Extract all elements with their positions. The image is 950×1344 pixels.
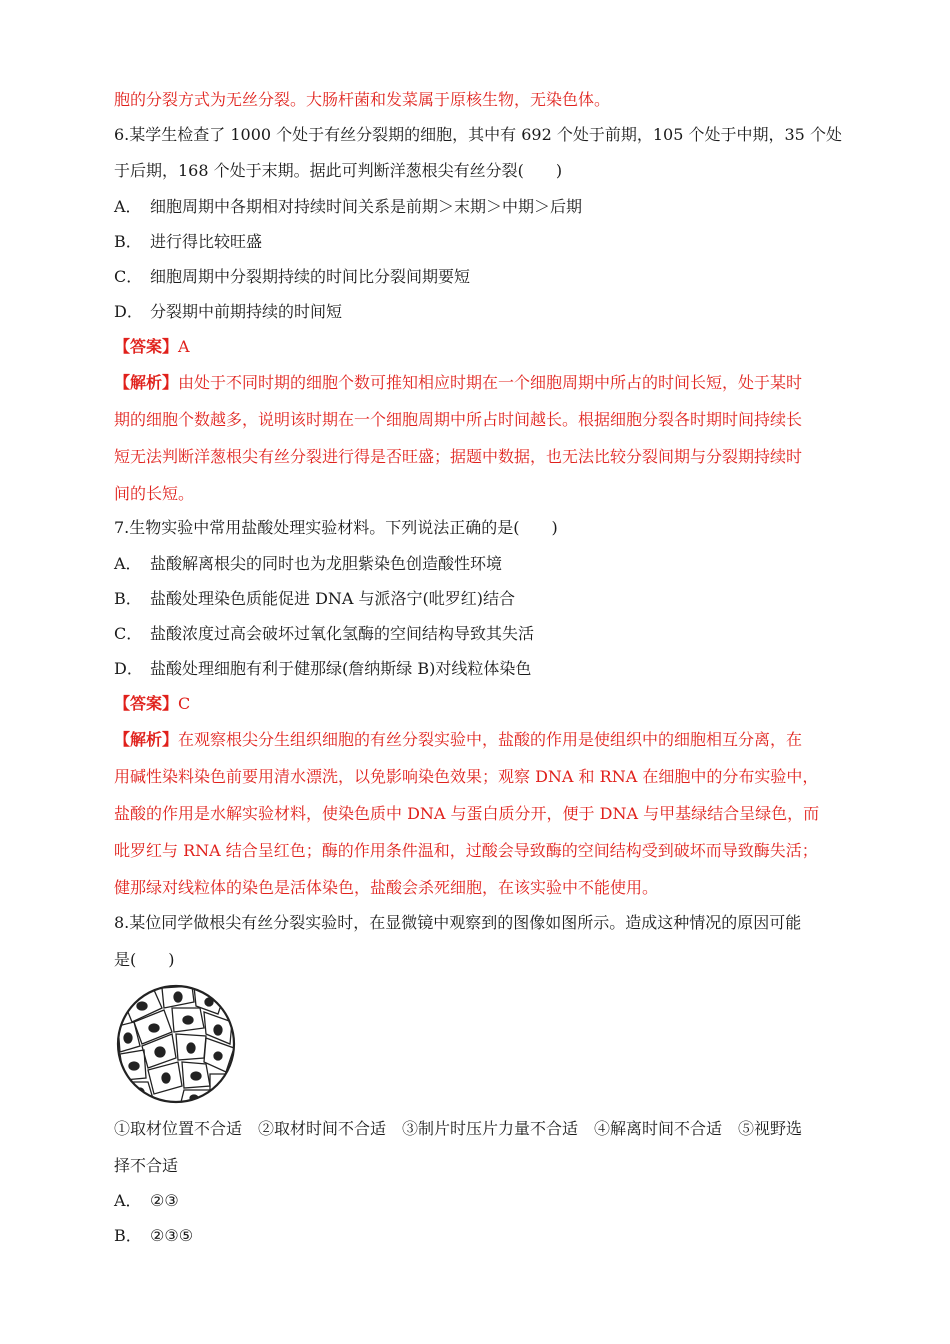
q7-analysis-line5: 健那绿对线粒体的染色是活体染色，盐酸会杀死细胞，在该实验中不能使用。 bbox=[114, 878, 659, 897]
option-text: ②③ bbox=[150, 1191, 179, 1210]
q8-stem-line2: 是( ) bbox=[114, 950, 175, 969]
option-text: 盐酸浓度过高会破坏过氧化氢酶的空间结构导致其失活 bbox=[150, 624, 535, 643]
option-text: 盐酸处理染色质能促进 DNA 与派洛宁(吡罗红)结合 bbox=[150, 589, 516, 608]
answer-tag: 【答案】 bbox=[114, 337, 179, 356]
q8-option-b bbox=[114, 1225, 193, 1247]
analysis-tag: 【解析】 bbox=[114, 373, 179, 392]
q8-choices-line1: ①取材位置不合适 ②取材时间不合适 ③制片时压片力量不合适 ④解离时间不合适 ⑤视野选 bbox=[114, 1119, 803, 1138]
option-letter: C． bbox=[114, 267, 143, 286]
q6-analysis-line1 bbox=[114, 372, 802, 394]
answer-tag: 【答案】 bbox=[114, 694, 179, 713]
q8-stem-line1: 8.某位同学做根尖有丝分裂实验时，在显微镜中观察到的图像如图所示。造成这种情况的原因可能 bbox=[114, 913, 802, 932]
option-letter: B． bbox=[114, 589, 142, 608]
q7-answer bbox=[114, 693, 190, 715]
q6-option-b bbox=[114, 231, 262, 253]
q7-option-d bbox=[114, 658, 531, 680]
option-letter: C． bbox=[114, 624, 143, 643]
option-text: 细胞周期中各期相对持续时间关系是前期＞末期＞中期＞后期 bbox=[150, 197, 583, 216]
field-of-view-circle bbox=[118, 986, 234, 1102]
q6-analysis-line4: 间的长短。 bbox=[114, 484, 195, 503]
option-text: 进行得比较旺盛 bbox=[150, 232, 263, 251]
option-letter: A． bbox=[114, 554, 142, 573]
option-letter: B． bbox=[114, 232, 142, 251]
q6-answer bbox=[114, 336, 190, 358]
q7-option-a bbox=[114, 553, 502, 575]
option-text: ②③⑤ bbox=[150, 1226, 194, 1245]
q7-analysis-line2: 用碱性染料染色前要用清水漂洗，以免影响染色效果；观察 DNA 和 RNA 在细胞中的分布实验中， bbox=[114, 767, 819, 786]
q6-option-a bbox=[114, 196, 582, 218]
q6-stem-line2: 于后期，168 个处于末期。据此可判断洋葱根尖有丝分裂( ) bbox=[114, 161, 563, 180]
q7-analysis-line3: 盐酸的作用是水解实验材料，使染色质中 DNA 与蛋白质分开，便于 DNA 与甲基绿结合呈绿色，而 bbox=[114, 804, 820, 823]
q6-option-c bbox=[114, 266, 470, 288]
option-letter: D． bbox=[114, 659, 143, 678]
option-letter: B． bbox=[114, 1226, 142, 1245]
q7-analysis-line1 bbox=[114, 729, 802, 751]
q6-option-d bbox=[114, 301, 342, 323]
option-text: 细胞周期中分裂期持续的时间比分裂间期要短 bbox=[150, 267, 471, 286]
microscope-field-figure bbox=[114, 982, 238, 1106]
answer-value: C bbox=[178, 694, 191, 713]
answer-value: A bbox=[178, 337, 190, 356]
q8-option-a bbox=[114, 1190, 179, 1212]
q7-analysis-line4: 吡罗红与 RNA 结合呈红色；酶的作用条件温和，过酸会导致酶的空间结构受到破坏而导致酶失活； bbox=[114, 841, 818, 860]
q8-choices-line2: 择不合适 bbox=[114, 1156, 179, 1175]
q7-option-c bbox=[114, 623, 534, 645]
q7-option-b bbox=[114, 588, 515, 610]
q6-analysis-line2: 期的细胞个数越多，说明该时期在一个细胞周期中所占时间越长。根据细胞分裂各时期时间持续长 bbox=[114, 410, 803, 429]
q6-stem-line1: 6.某学生检查了 1000 个处于有丝分裂期的细胞，其中有 692 个处于前期，105 个处于中期，35 个处 bbox=[114, 125, 842, 144]
q6-analysis-line3: 短无法判断洋葱根尖有丝分裂进行得是否旺盛；据题中数据，也无法比较分裂间期与分裂期持续时 bbox=[114, 447, 803, 466]
option-letter: A． bbox=[114, 1191, 142, 1210]
option-text: 分裂期中前期持续的时间短 bbox=[150, 302, 343, 321]
intro-tail-text: 胞的分裂方式为无丝分裂。大肠杆菌和发菜属于原核生物，无染色体。 bbox=[114, 90, 611, 109]
analysis-text: 在观察根尖分生组织细胞的有丝分裂实验中，盐酸的作用是使组织中的细胞相互分离，在 bbox=[178, 730, 803, 749]
q7-stem: 7.生物实验中常用盐酸处理实验材料。下列说法正确的是( ) bbox=[114, 518, 558, 537]
option-text: 盐酸处理细胞有利于健那绿(詹纳斯绿 B)对线粒体染色 bbox=[150, 659, 532, 678]
analysis-text: 由处于不同时期的细胞个数可推知相应时期在一个细胞周期中所占的时间长短，处于某时 bbox=[178, 373, 803, 392]
option-text: 盐酸解离根尖的同时也为龙胆紫染色创造酸性环境 bbox=[150, 554, 503, 573]
analysis-tag: 【解析】 bbox=[114, 730, 179, 749]
option-letter: A． bbox=[114, 197, 142, 216]
option-letter: D． bbox=[114, 302, 143, 321]
